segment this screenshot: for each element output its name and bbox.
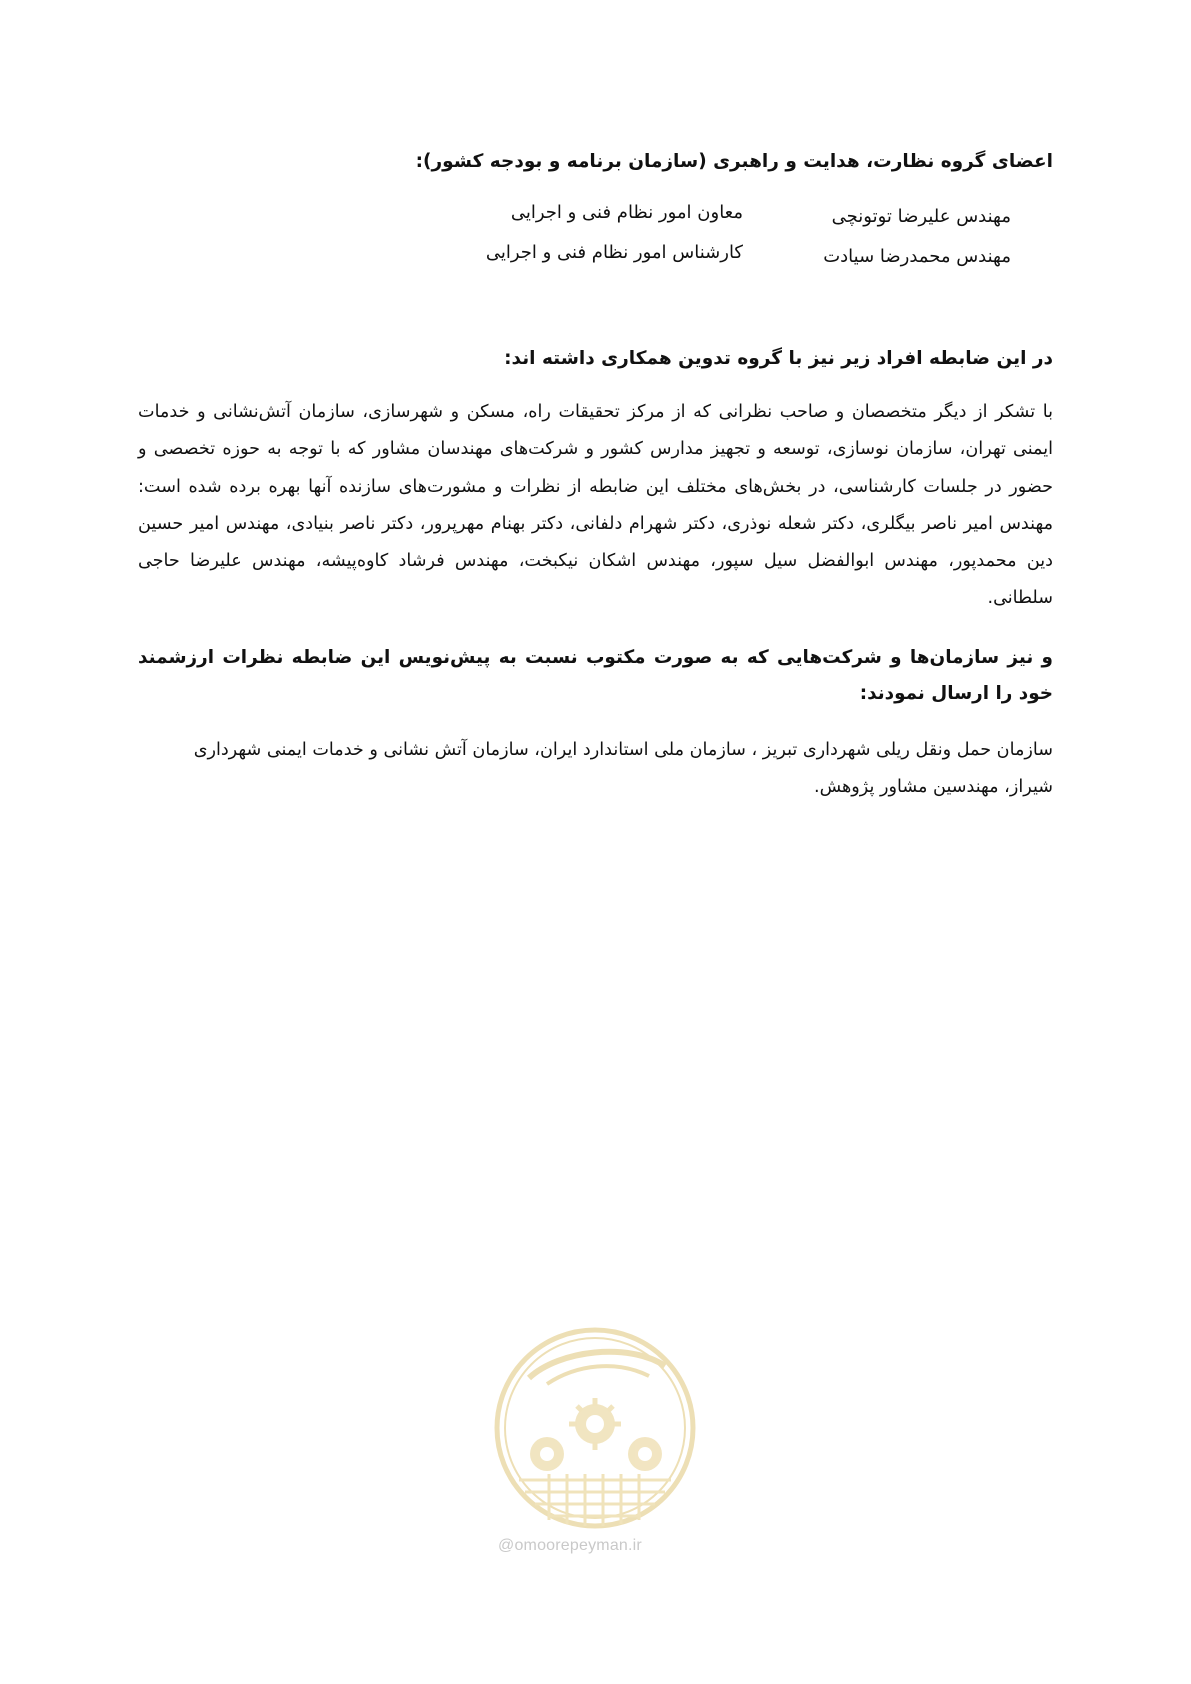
member-role: معاون امور نظام فنی و اجرایی (510, 202, 743, 223)
organizations-heading: و نیز سازمان‌ها و شرکت‌هایی که به صورت مکتوب نسبت به پیش‌نویس این ضابطه نظرات ارزشمند خود را ارسال نمودند: (138, 647, 1053, 704)
member-name: مهندس محمدرضا سیادت (823, 246, 1011, 267)
organizations-paragraph: سازمان حمل ونقل ریلی شهرداری تبریز ، سازمان ملی استاندارد ایران، سازمان آتش نشانی و خدمات ایمنی شهرداری شیراز، مهندسین مشاور پژوهش. (193, 740, 1053, 797)
member-name: مهندس علیرضا توتونچی (831, 206, 1011, 227)
watermark-url: @omoorepeyman.ir (498, 1537, 642, 1554)
member-role: کارشناس امور نظام فنی و اجرایی (485, 242, 743, 263)
collaborators-heading: در این ضابطه افراد زیر نیز با گروه تدوین همکاری داشته اند: (504, 348, 1053, 369)
gear-logo-icon (489, 1320, 701, 1570)
members-heading: اعضای گروه نظارت، هدایت و راهبری (سازمان برنامه و بودجه کشور): (415, 151, 1053, 172)
collaborators-paragraph: با تشکر از دیگر متخصصان و صاحب نظرانی که از مرکز تحقیقات راه، مسکن و شهرسازی، سازمان آتش‌نشانی و خدمات ایمنی تهران، سازمان نوسازی، توسعه و تجهیز مدارس کشور و شرکت‌های مهندسان مشاور که با توجه به حوزه تخصصی و حضور در جلسات کارشناسی، در بخش‌های مختلف این ضابطه از نظرات و مشورت‌های سازنده آنها بهره برده شده است: مهندس امیر ناصر بیگلری، دکتر شعله نوذری، دکتر شهرام دلفانی، دکتر بهنام مهرپرور، دکتر ناصر بنیادی، مهندس امیر حسین دین محمدپور، مهندس ابوالفضل سیل سپور، مهندس اشکان نیکبخت، مهندس فرشاد کاوه‌پیشه، مهندس علیرضا حاجی سلطانی. (138, 402, 1053, 609)
